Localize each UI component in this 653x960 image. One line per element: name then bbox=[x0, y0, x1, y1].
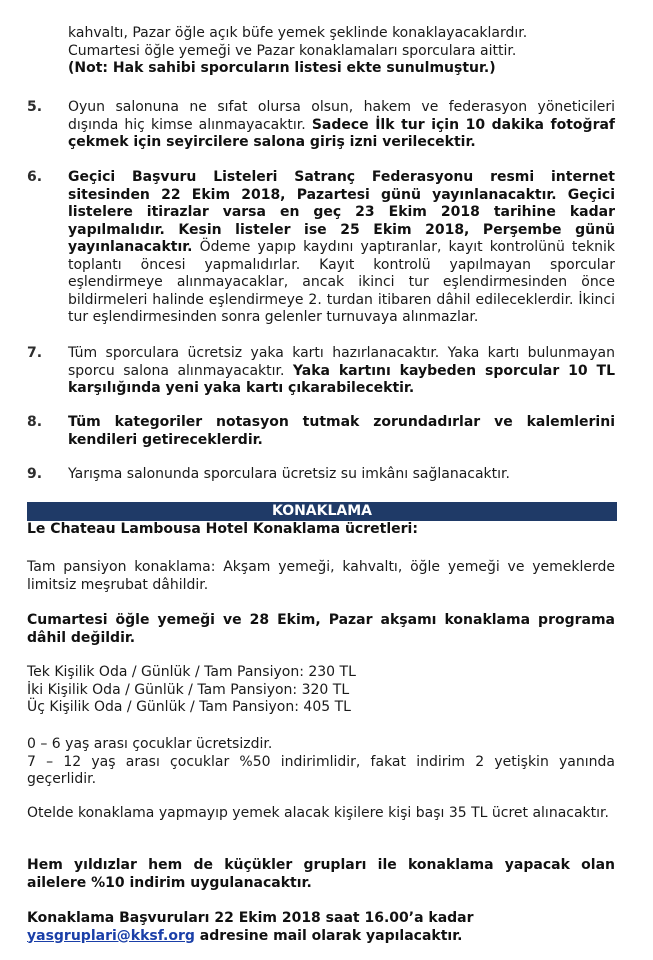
room-price-list bbox=[27, 664, 615, 717]
meal-fee-text: Otelde konaklama yapmayıp yemek alacak kişilere kişi başı 35 TL ücret alınacaktır. bbox=[27, 805, 609, 821]
item-number: 8. bbox=[27, 414, 43, 430]
item-bold-text: Geçici Başvuru Listeleri Satranç Federasyonu resmi internet sitesinden 22 Ekim 2018, Pazartesi günü yayınlanacaktır. Geçici listelere itirazlar varsa en geç 23 Ekim 2018 tarihine kadar yapılmalıdır. Kesin listeler ise 25 Ekim 2018, Perşembe günü yayınlanacaktır. bbox=[68, 169, 615, 255]
item-text: Tüm sporculara ücretsiz yaka kartı hazırlanacaktır. Yaka kartı bulunmayan sporcu salona alınmayacaktır. bbox=[68, 345, 615, 379]
item-text: Oyun salonuna ne sıfat olursa olsun, hakem ve federasyon yöneticileri dışında hiç kimse alınmayacaktır. bbox=[68, 99, 615, 133]
email-link[interactable]: yasgruplari@kksf.org bbox=[27, 927, 195, 944]
item-number: 6. bbox=[27, 169, 43, 185]
children-discount-text: 7 – 12 yaş arası çocuklar %50 indirimlidir, fakat indirim 2 yetişkin yanında geçerlidir. bbox=[27, 753, 615, 787]
room-price-triple: Üç Kişilik Oda / Günlük / Tam Pansiyon: 405 TL bbox=[27, 699, 351, 715]
not-included-text: Cumartesi öğle yemeği ve 28 Ekim, Pazar akşamı konaklama programa dâhil değildir. bbox=[27, 612, 615, 646]
item-text: Ödeme yapıp kaydını yaptıranlar, kayıt kontrolünü teknik toplantı öncesi yapmalıdırlar. Kayıt kontrolü yapılmayan sporcular eşlendirmeye alınmayacaklar, ancak ikinci tur eşlendirmesinden önce bildirmeleri halinde eşlendirmeye 2. turdan itibaren dâhil edileceklerdir. İkinci tur eşlendirmesinden sonra gelenler turnuvaya alınmazlar. bbox=[68, 239, 615, 325]
item-text: Yarışma salonunda sporculara ücretsiz su imkânı sağlanacaktır. bbox=[68, 466, 510, 482]
item-bold-text: Tüm kategoriler notasyon tutmak zorundadırlar ve kalemlerini kendileri getireceklerdir. bbox=[68, 414, 615, 448]
application-text bbox=[27, 910, 615, 945]
full-board-text: Tam pansiyon konaklama: Akşam yemeği, kahvaltı, öğle yemeği ve yemeklerde limitsiz meşrubat dâhildir. bbox=[27, 559, 615, 593]
family-discount-text: Hem yıldızlar hem de küçükler grupları ile konaklama yapacak olan ailelere %10 indirim uygulanacaktır. bbox=[27, 857, 615, 891]
list-item-8 bbox=[27, 414, 615, 449]
room-price-single: Tek Kişilik Oda / Günlük / Tam Pansiyon: 230 TL bbox=[27, 664, 356, 680]
list-item-9 bbox=[27, 466, 615, 484]
intro-paragraph bbox=[68, 25, 614, 78]
section-title-bar: KONAKLAMA bbox=[27, 502, 617, 521]
list-item-7 bbox=[27, 345, 615, 398]
list-item-6 bbox=[27, 169, 615, 327]
intro-line-1: kahvaltı, Pazar öğle açık büfe yemek şeklinde konaklayacaklardır. bbox=[68, 25, 528, 41]
application-suffix: adresine mail olarak yapılacaktır. bbox=[199, 927, 463, 944]
application-prefix: Konaklama Başvuruları 22 Ekim 2018 saat 16.00’a kadar bbox=[27, 910, 474, 926]
children-policy bbox=[27, 736, 615, 789]
intro-note: (Not: Hak sahibi sporcuların listesi ekte sunulmuştur.) bbox=[68, 60, 496, 76]
item-bold-text: Yaka kartını kaybeden sporcular 10 TL karşılığında yeni yaka kartı çıkarabilecektir. bbox=[68, 362, 615, 396]
item-number: 9. bbox=[27, 466, 43, 482]
hotel-title: Le Chateau Lambousa Hotel Konaklama ücretleri: bbox=[27, 521, 418, 537]
list-item-5 bbox=[27, 99, 615, 152]
intro-line-2: Cumartesi öğle yemeği ve Pazar konaklamaları sporculara aittir. bbox=[68, 42, 517, 59]
item-bold-text: Sadece İlk tur için 10 dakika fotoğraf çekmek için seyircilere salona giriş izni verilecektir. bbox=[68, 116, 616, 150]
room-price-double: İki Kişilik Oda / Günlük / Tam Pansiyon: 320 TL bbox=[27, 681, 350, 698]
item-number: 7. bbox=[27, 345, 43, 361]
item-number: 5. bbox=[27, 99, 43, 115]
children-free-text: 0 – 6 yaş arası çocuklar ücretsizdir. bbox=[27, 736, 273, 752]
